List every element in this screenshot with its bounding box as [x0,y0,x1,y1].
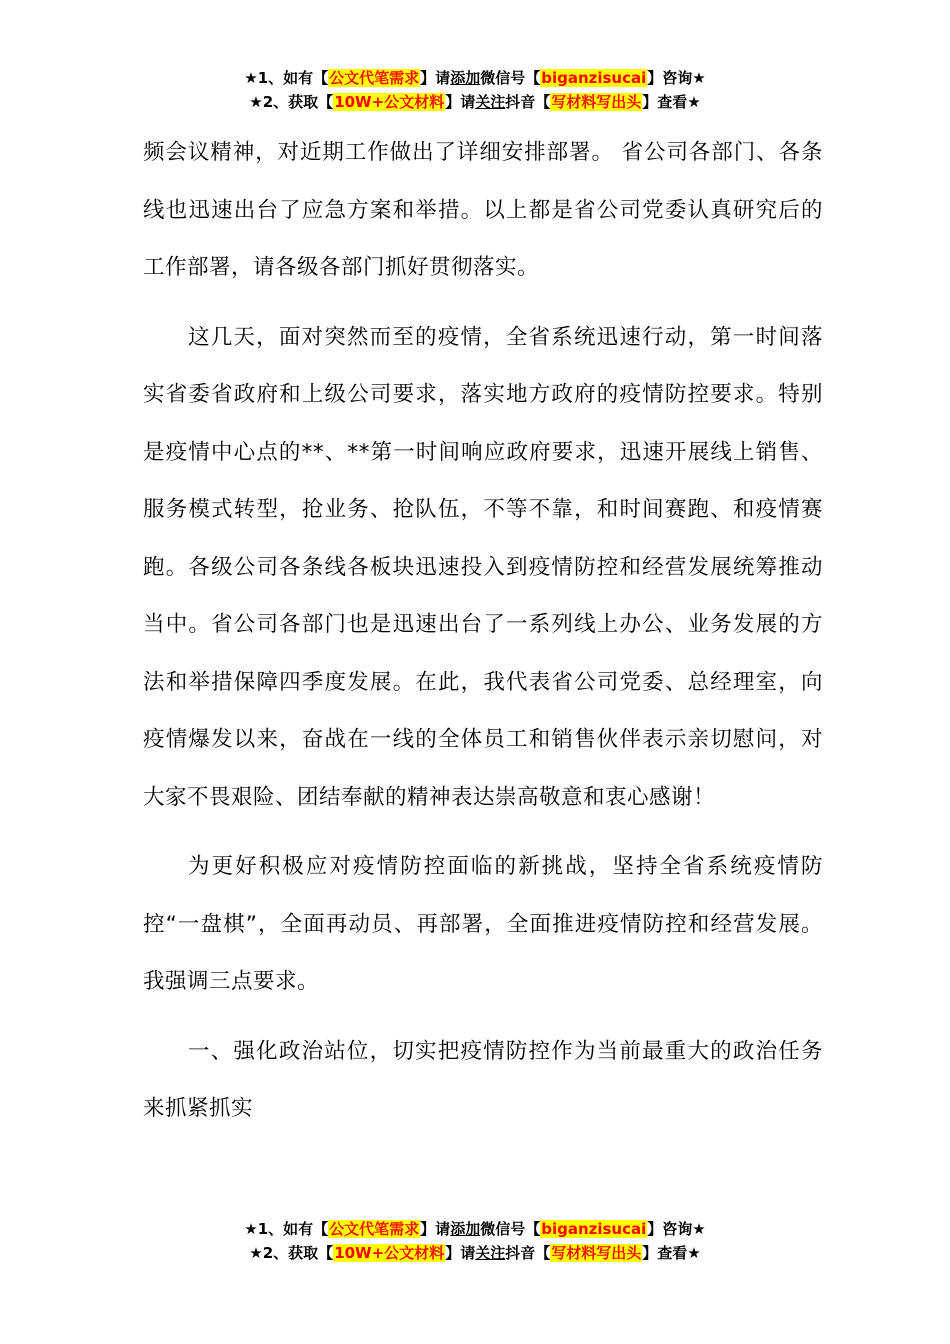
highlight-materials: 10W+公文材料 [334,1244,445,1262]
highlight-wechat-id: biganzisucai [541,69,647,87]
paragraph-continued: 频会议精神，对近期工作做出了详细安排部署。 省公司各部门、各条线也迅速出台了应急方案和举措。以上都是省公司党委认真研究后的工作部署，请各级各部门抓好贯彻落实。 [143,140,823,280]
banner-line-2: ★2、获取【10W+公文材料】请关注抖音【写材料写出头】查看★ [249,1244,701,1262]
highlight-service: 公文代笔需求 [329,1220,420,1238]
header-banner [0,66,950,114]
highlight-douyin: 写材料写出头 [551,1244,642,1262]
paragraph: 为更好积极应对疫情防控面临的新挑战，坚持全省系统疫情防控“一盘棋”，全面再动员、再部署，全面推进疫情防控和经营发展。我强调三点要求。 [143,854,823,994]
section-heading: 一、强化政治站位，切实把疫情防控作为当前最重大的政治任务来抓紧抓实 [143,1038,823,1121]
highlight-service: 公文代笔需求 [329,69,420,87]
highlight-wechat-id: biganzisucai [541,1220,647,1238]
highlight-douyin: 写材料写出头 [551,93,642,111]
banner-line-1: ★1、如有【公文代笔需求】请添加微信号【biganzisucai】咨询★ [244,1220,706,1238]
banner-line-2: ★2、获取【10W+公文材料】请关注抖音【写材料写出头】查看★ [249,93,701,111]
footer-banner [0,1217,950,1265]
document-body [143,124,823,1150]
highlight-materials: 10W+公文材料 [334,93,445,111]
paragraph: 这几天，面对突然而至的疫情，全省系统迅速行动，第一时间落实省委省政府和上级公司要求，落实地方政府的疫情防控要求。特别是疫情中心点的**、**第一时间响应政府要求，迅速开展线上销售、服务模式转型，抢业务、抢队伍，不等不靠，和时间赛跑、和疫情赛跑。各级公司各条线各板块迅速投入到疫情防控和经营发展统筹推动当中。省公司各部门也是迅速出台了一系列线上办公、业务发展的方法和举措保障四季度发展。在此，我代表省公司党委、总经理室，向疫情爆发以来，奋战在一线的全体员工和销售伙伴表示亲切慰问，对大家不畏艰险、团结奉献的精神表达崇高敬意和衷心感谢！ [143,324,823,810]
banner-line-1: ★1、如有【公文代笔需求】请添加微信号【biganzisucai】咨询★ [244,69,706,87]
